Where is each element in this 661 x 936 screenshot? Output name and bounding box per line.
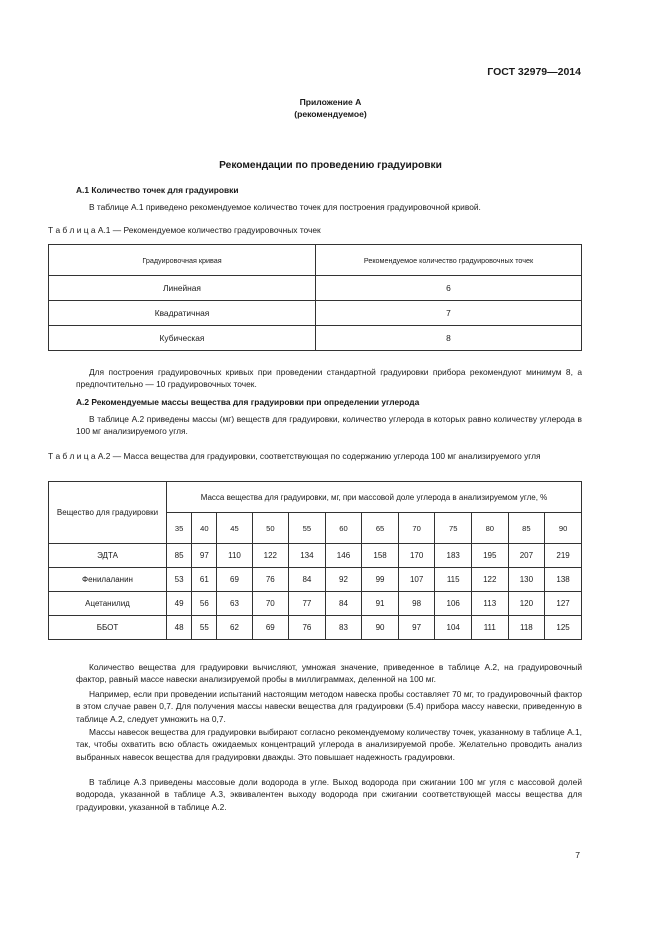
substance-name-cell: ББОТ [49, 616, 167, 640]
closing-paragraph-3: Массы навесок вещества для градуировки выбирают согласно рекомендуемому количеству точек, указанному в таблице А.1, так, чтобы охватить всю область ожидаемых концентраций углерода в анализируемой пробе. Желательно проводить анализ выбранных навесок вещества для градуировки дважды. Это повышает надежность градуировки. [76, 727, 582, 762]
table-cell: 84 [289, 568, 326, 592]
table-cell: 219 [545, 544, 582, 568]
table-cell: 55 [192, 616, 217, 640]
table-cell: 138 [545, 568, 582, 592]
table-cell: 111 [472, 616, 509, 640]
table-cell: 97 [398, 616, 435, 640]
table-cell: 127 [545, 592, 582, 616]
substance-name-cell: ЭДТА [49, 544, 167, 568]
table-cell: 69 [252, 616, 289, 640]
table-cell: 49 [167, 592, 192, 616]
table-cell: 91 [362, 592, 399, 616]
page-number: 7 [575, 850, 580, 860]
table-a2 [48, 481, 582, 640]
table-a1 [48, 244, 582, 351]
table-cell: 8 [316, 326, 582, 351]
table-header-cell: Рекомендуемое количество градуировочных точек [316, 245, 582, 276]
table-cell: 104 [435, 616, 472, 640]
percent-header-cell: 70 [398, 513, 435, 544]
table-cell: 122 [472, 568, 509, 592]
table-cell: 118 [508, 616, 545, 640]
table-cell: Кубическая [49, 326, 316, 351]
table-row [49, 544, 582, 568]
table-cell: 83 [325, 616, 362, 640]
table-cell: Квадратичная [49, 301, 316, 326]
table-cell: 77 [289, 592, 326, 616]
table-cell: 92 [325, 568, 362, 592]
percent-header-cell: 45 [217, 513, 252, 544]
table-row [49, 568, 582, 592]
table-header-cell: Вещество для градуировки [49, 482, 167, 544]
section-a1-text: В таблице А.1 приведено рекомендуемое количество точек для построения градуировочной кривой. [89, 202, 481, 212]
table-cell: 122 [252, 544, 289, 568]
percent-header-cell: 50 [252, 513, 289, 544]
section-a1-heading: А.1 Количество точек для градуировки [76, 185, 239, 195]
table-cell: Линейная [49, 276, 316, 301]
table-cell: 69 [217, 568, 252, 592]
table-cell: 125 [545, 616, 582, 640]
table-cell: 158 [362, 544, 399, 568]
substance-name-cell: Фенилаланин [49, 568, 167, 592]
table-row [49, 276, 582, 301]
percent-header-cell: 80 [472, 513, 509, 544]
table-cell: 110 [217, 544, 252, 568]
table-cell: 7 [316, 301, 582, 326]
para-after-a1: Для построения градуировочных кривых при проведении стандартной градуировки прибора рекомендуют минимум 8, а предпочтительно — 10 градуировочных точек. [76, 367, 582, 390]
substance-name-cell: Ацетанилид [49, 592, 167, 616]
percent-header-cell: 40 [192, 513, 217, 544]
table-cell: 113 [472, 592, 509, 616]
table-cell: 106 [435, 592, 472, 616]
table-cell: 76 [252, 568, 289, 592]
percent-header-cell: 35 [167, 513, 192, 544]
table-group-header: Масса вещества для градуировки, мг, при массовой доле углерода в анализируемом угле, % [167, 482, 582, 513]
table-cell: 98 [398, 592, 435, 616]
table-cell: 130 [508, 568, 545, 592]
table-cell: 97 [192, 544, 217, 568]
section-a2-heading: А.2 Рекомендуемые массы вещества для градуировки при определении углерода [76, 397, 420, 407]
table-cell: 170 [398, 544, 435, 568]
table-cell: 146 [325, 544, 362, 568]
percent-header-cell: 85 [508, 513, 545, 544]
table-cell: 207 [508, 544, 545, 568]
table-cell: 134 [289, 544, 326, 568]
appendix-title: Приложение А [299, 97, 362, 107]
closing-paragraph-2: Например, если при проведении испытаний настоящим методом навеска пробы составляет 70 мг, то градуировочный фактор в этом случае равен 0,7. Для получения массы навески вещества для градуировки (5.4) прибора массу навески, приведенную в таблице А.2, следует умножить на 0,7. [76, 689, 582, 724]
table-cell: 99 [362, 568, 399, 592]
table-cell: 56 [192, 592, 217, 616]
table-cell: 183 [435, 544, 472, 568]
table-cell: 70 [252, 592, 289, 616]
table-cell: 53 [167, 568, 192, 592]
closing-paragraph-1: Количество вещества для градуировки вычисляют, умножая значение, приведенное в таблице А.2, на градуировочный фактор, равный массе навески анализируемой пробы в миллиграммах, деленной на 100 мг. [76, 662, 582, 685]
table-row [49, 592, 582, 616]
table-row [49, 301, 582, 326]
section-a2-text: В таблице А.2 приведены массы (мг) веществ для градуировки, количество углерода в которых равно количеству углерода в 100 мг анализируемого угля. [76, 414, 582, 437]
table-cell: 76 [289, 616, 326, 640]
table-cell: 62 [217, 616, 252, 640]
table-header-cell: Градуировочная кривая [49, 245, 316, 276]
closing-paragraph-4: В таблице А.3 приведены массовые доли водорода в угле. Выход водорода при сжигании 100 мг угля с массовой долей водорода, указанной в таблице А.3, эквивалентен выходу водорода при сжигании соответствующей массы вещества для градуировки, указанной в таблице А.2. [76, 777, 582, 812]
table-cell: 48 [167, 616, 192, 640]
table-a2-caption: Т а б л и ц а А.2 — Масса вещества для градуировки, соответствующая по содержанию углерода 100 мг анализируемого угля [48, 451, 541, 461]
table-cell: 61 [192, 568, 217, 592]
percent-header-cell: 60 [325, 513, 362, 544]
main-title: Рекомендации по проведению градуировки [219, 160, 442, 171]
doc-id-header: ГОСТ 32979—2014 [487, 66, 581, 78]
table-cell: 6 [316, 276, 582, 301]
table-cell: 115 [435, 568, 472, 592]
table-cell: 195 [472, 544, 509, 568]
percent-header-cell: 90 [545, 513, 582, 544]
table-a1-caption: Т а б л и ц а А.1 — Рекомендуемое количество градуировочных точек [48, 225, 321, 235]
table-cell: 120 [508, 592, 545, 616]
table-cell: 84 [325, 592, 362, 616]
table-cell: 85 [167, 544, 192, 568]
percent-header-cell: 75 [435, 513, 472, 544]
table-cell: 63 [217, 592, 252, 616]
appendix-subtitle: (рекомендуемое) [294, 109, 367, 119]
table-cell: 90 [362, 616, 399, 640]
table-row [49, 326, 582, 351]
percent-header-cell: 55 [289, 513, 326, 544]
percent-header-cell: 65 [362, 513, 399, 544]
table-row [49, 616, 582, 640]
table-cell: 107 [398, 568, 435, 592]
